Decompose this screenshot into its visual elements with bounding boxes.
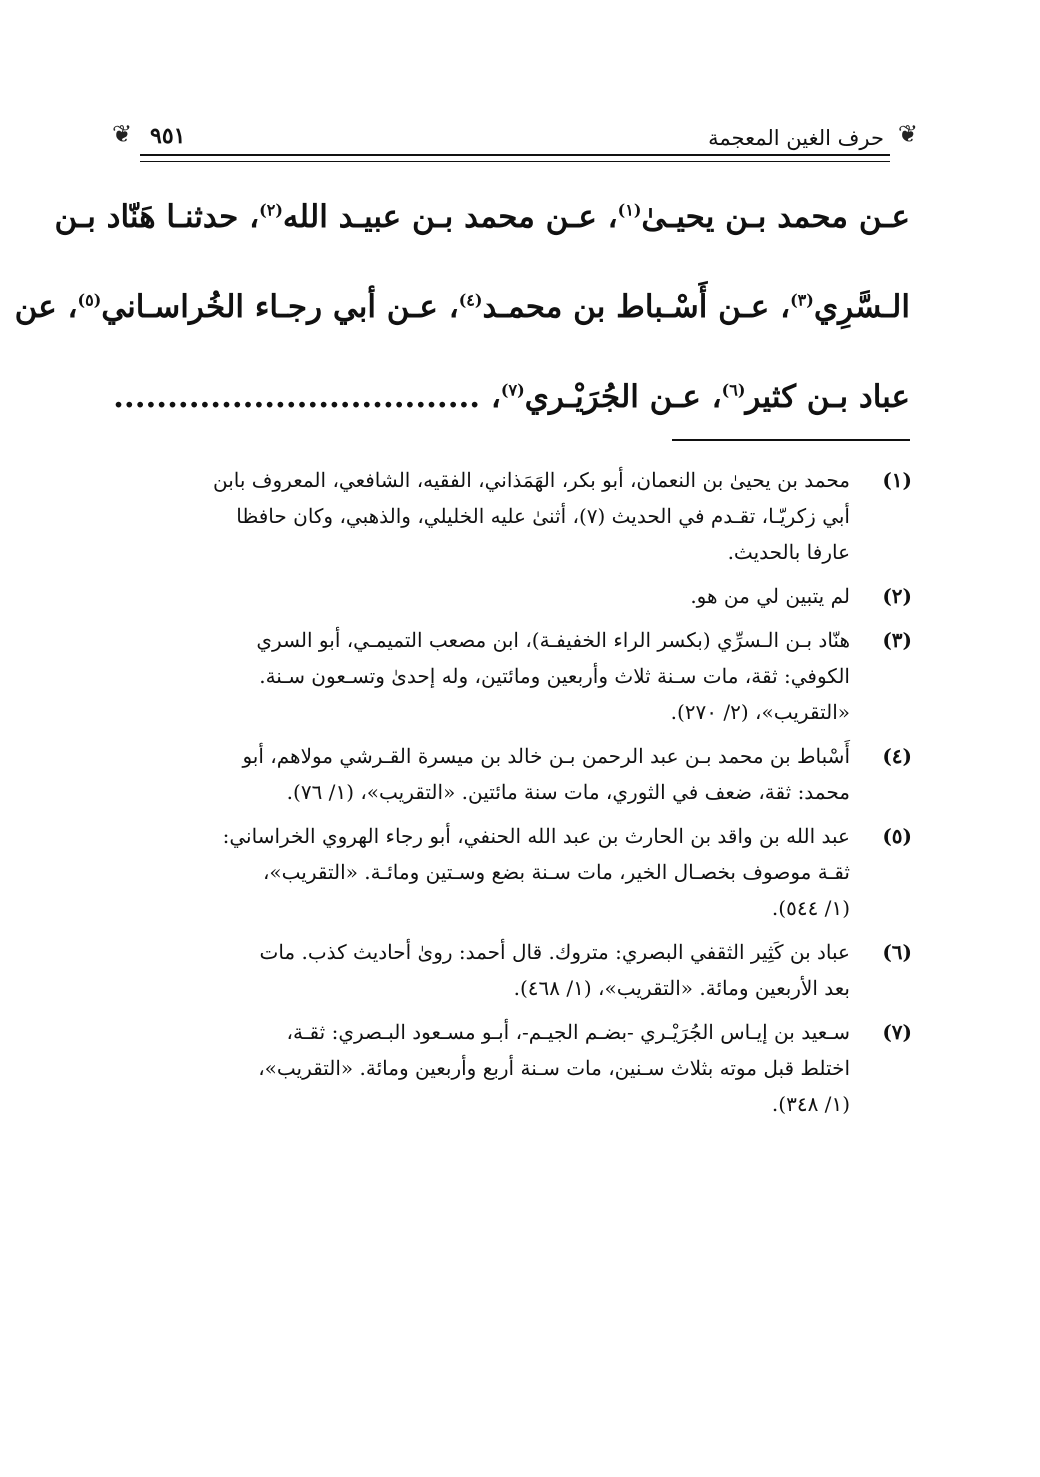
text-segment: ، عن [14,289,78,325]
footnote-line: عباد بن كَثِير الثقفي البصري: متروك. قال أحمد: روىٰ أحاديث كذب. مات [259,940,850,964]
footnote-text [132,934,850,1006]
header-rule [140,154,890,162]
footnote-separator [672,439,910,441]
text-segment: عباد بـن كثير [745,379,910,415]
footnote-number: (٦) [882,940,912,964]
footnote-number: (٢) [882,584,912,608]
ornament-icon: ❦ [897,120,918,148]
footnote-line: بعد الأربعين ومائة. «التقريب»، (١/ ٤٦٨). [513,976,850,1000]
footnote-ref[interactable]: (٤) [458,290,483,310]
footnote-ref[interactable]: (٦) [721,380,746,400]
page-header [112,118,918,158]
text-segment: ، حدثنـا هَنّاد بـن [54,199,260,235]
footnote-line: (١/ ٣٤٨). [771,1092,850,1116]
main-line [113,352,910,442]
footnote-text [132,622,850,730]
footnote-line: سـعيد بن إيـاس الجُرَيْـري -بضـم الجيـم-، أبـو مسـعود البـصري: ثقـة، [286,1020,850,1044]
page-number: ٩٥١ [150,123,186,149]
footnote-line: عارفا بالحديث. [727,540,850,564]
footnote-number: (٥) [882,824,912,848]
footnote-line: «التقريب»، (٢/ ٢٧٠). [670,700,850,724]
footnote-line: محمد: ثقة، ضعف في الثوري، مات سنة مائتين. «التقريب»، (١/ ٧٦). [286,780,850,804]
footnote-text [132,578,850,614]
footnotes [132,462,912,1130]
text-segment: ، عـن محمد بـن عبيـد الله [282,199,618,235]
text-segment: ، عـن أَسْـباط بن محمـد [482,289,791,325]
footnote-number: (٤) [882,744,912,768]
main-line [14,262,910,352]
main-line [54,172,910,262]
text-segment: الـسَّرِي [813,289,910,325]
footnote-text [132,1014,850,1122]
footnote-item [132,578,912,614]
footnote-item [132,462,912,570]
footnote-ref[interactable]: (١) [617,200,642,220]
footnote-line: اختلط قبل موته بثلاث سـنين، مات سـنة أربع وأربعين ومائة. «التقريب»، [258,1056,850,1080]
footnote-line: الكوفي: ثقة، مات سـنة ثلاث وأربعين ومائتين، وله إحدىٰ وتسـعون سـنة. [259,664,850,688]
text-segment: ، عـن الجُرَيْـري [524,379,722,415]
footnote-ref[interactable]: (٧) [500,380,525,400]
chapter-title: حرف الغين المعجمة [708,126,884,150]
footnote-line: لم يتبين لي من هو. [690,584,850,608]
footnote-line: أَسْباط بن محمد بـن عبد الرحمن بـن خالد بن ميسرة القـرشي مولاهم، أبو [242,744,850,768]
text-segment: ، عـن أبي رجـاء الخُراسـاني [101,289,459,325]
footnote-item [132,818,912,926]
footnote-item [132,622,912,730]
footnote-number: (٧) [882,1020,912,1044]
text-segment: عـن محمد بـن يحيـىٰ [641,199,910,235]
footnote-ref[interactable]: (٥) [77,290,102,310]
footnote-line: هنّاد بـن الـسرِّي (بكسر الراء الخفيفـة)، ابن مصعب التميمـي، أبو السري [256,628,850,652]
main-text [14,172,910,442]
footnote-line: أبي زكريّـا، تقـدم في الحديث (٧)، أثنىٰ عليه الخليلي، والذهبي، وكان حافظا [236,504,850,528]
footnote-item [132,934,912,1006]
footnote-line: عبد الله بن واقد بن الحارث بن عبد الله الحنفي، أبو رجاء الهروي الخراساني: [222,824,850,848]
footnote-ref[interactable]: (٢) [259,200,283,220]
footnote-item [132,1014,912,1122]
ornament-icon: ❦ [112,120,133,148]
footnote-text [132,818,850,926]
footnote-ref[interactable]: (٣) [790,290,814,310]
footnote-item [132,738,912,810]
footnote-text [132,462,850,570]
footnote-line: ثقـة موصوف بخصـال الخير، مات سـنة بضع وسـتين ومائـة. «التقريب»، [262,860,850,884]
footnote-line: (١/ ٥٤٤). [771,896,850,920]
footnote-line: محمد بن يحيىٰ بن النعمان، أبو بكر، الهَمَذاني، الفقيه، الشافعي، المعروف بابن [212,468,850,492]
footnote-number: (٣) [882,628,912,652]
footnote-text [132,738,850,810]
footnote-number: (١) [882,468,912,492]
text-segment: ، .................................. [113,379,501,415]
